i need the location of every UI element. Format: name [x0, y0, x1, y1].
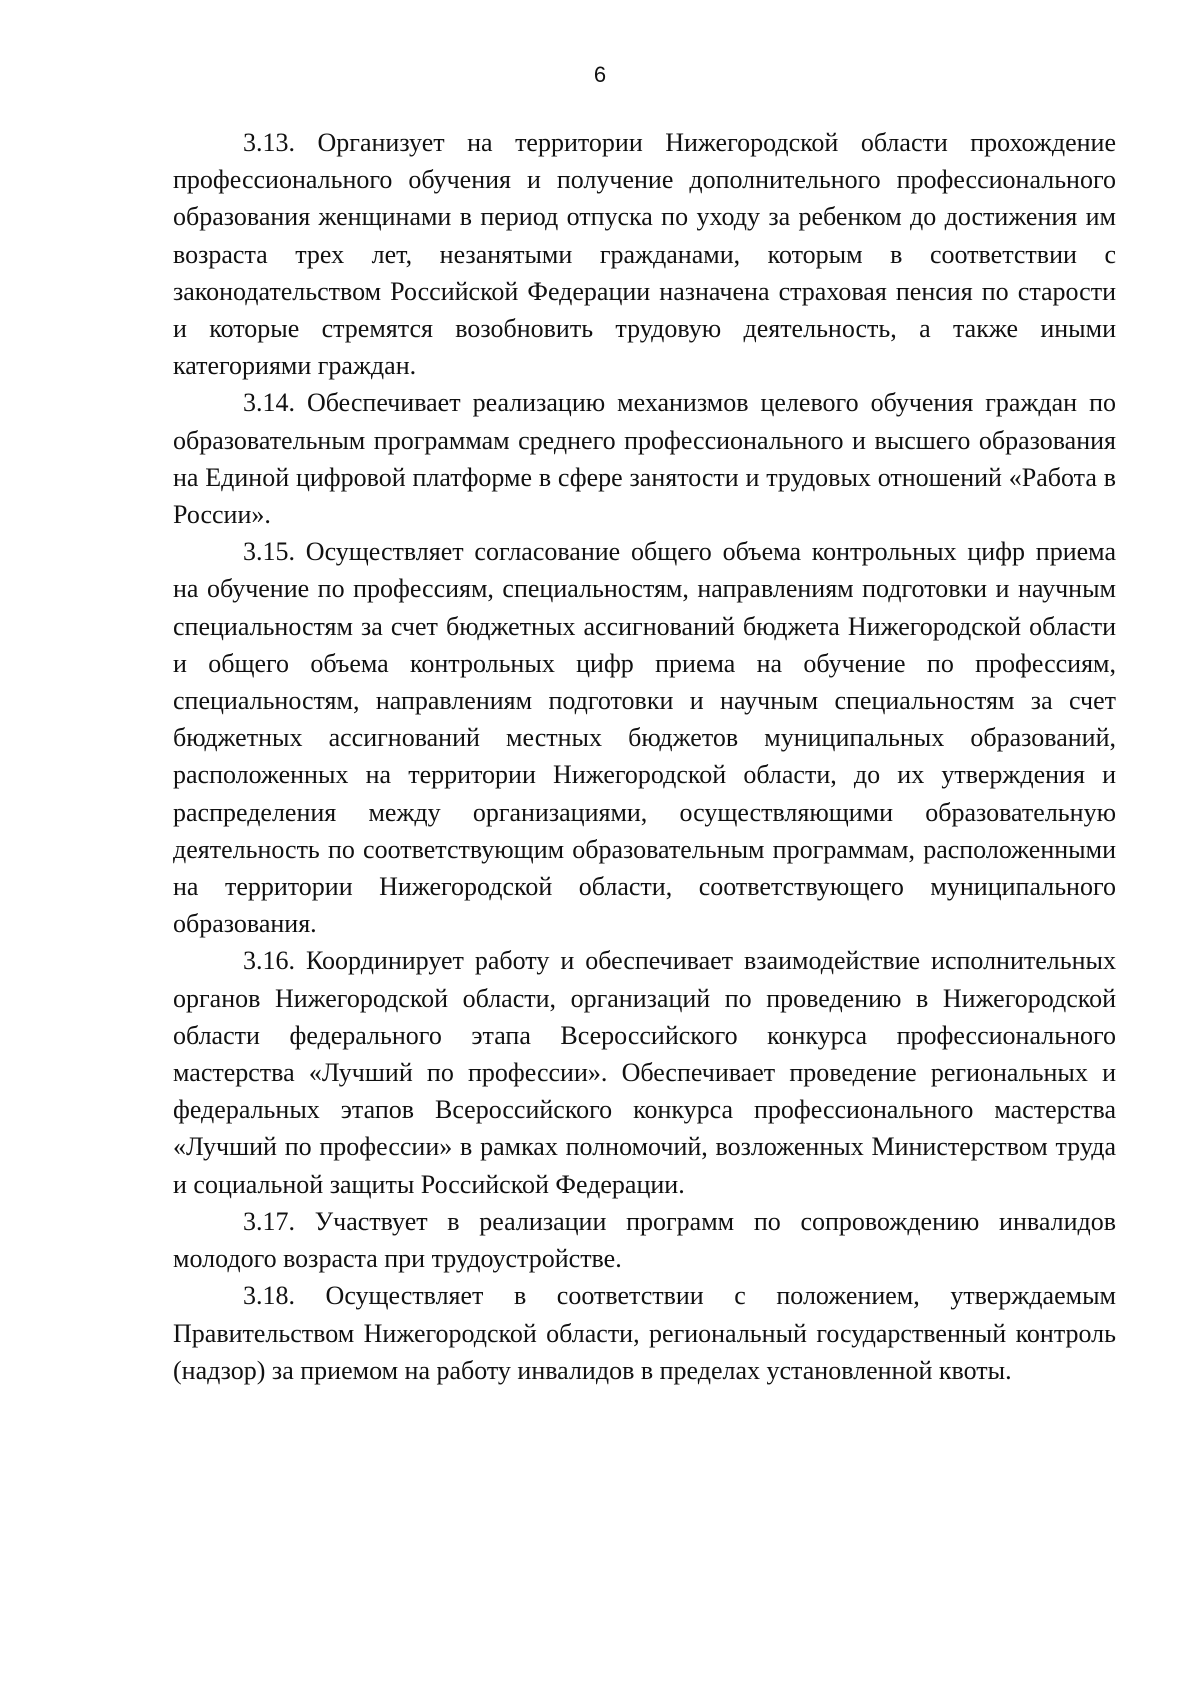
clause-3-15: 3.15. Осуществляет согласование общего объема контрольных цифр приема на обучение по профессиям, специальностям, направлениям подготовки и научным специальностям за счет бюджетных ассигнований бюджета Нижегородской области и общего объема контрольных цифр приема на обучение по профессиям, специальностям, направлениям подготовки и научным специальностям за счет бюджетных ассигнований местных бюджетов муниципальных образований, расположенных на территории Нижегородской области, до их утверждения и распределения между организациями, осуществляющими образовательную деятельность по соответствующим образовательным программам, расположенными на территории Нижегородской области, соответствующего муниципального образования.: [173, 537, 1116, 939]
clause-3-18: 3.18. Осуществляет в соответствии с положением, утверждаемым Правительством Нижегородской области, региональный государственный контроль (надзор) за приемом на работу инвалидов в пределах установленной квоты.: [173, 1281, 1116, 1385]
document-body: [173, 124, 1116, 1389]
clause-3-14: 3.14. Обеспечивает реализацию механизмов целевого обучения граждан по образовательным программам среднего профессионального и высшего образования на Единой цифровой платформе в сфере занятости и трудовых отношений «Работа в России».: [173, 388, 1116, 530]
clause-3-16: 3.16. Координирует работу и обеспечивает взаимодействие исполнительных органов Нижегородской области, организаций по проведению в Нижегородской области федерального этапа Всероссийского конкурса профессионального мастерства «Лучший по профессии». Обеспечивает проведение региональных и федеральных этапов Всероссийского конкурса профессионального мастерства «Лучший по профессии» в рамках полномочий, возложенных Министерством труда и социальной защиты Российской Федерации.: [173, 946, 1116, 1199]
clause-3-17: 3.17. Участвует в реализации программ по сопровождению инвалидов молодого возраста при трудоустройстве.: [173, 1206, 1116, 1274]
page-number: 6: [593, 62, 607, 87]
clause-3-13: 3.13. Организует на территории Нижегородской области прохождение профессионального обучения и получение дополнительного профессионального образования женщинами в период отпуска по уходу за ребенком до достижения им возраста трех лет, незанятыми гражданами, которым в соответствии с законодательством Российской Федерации назначена страховая пенсия по старости и которые стремятся возобновить трудовую деятельность, а также иными категориями граждан.: [173, 128, 1116, 381]
